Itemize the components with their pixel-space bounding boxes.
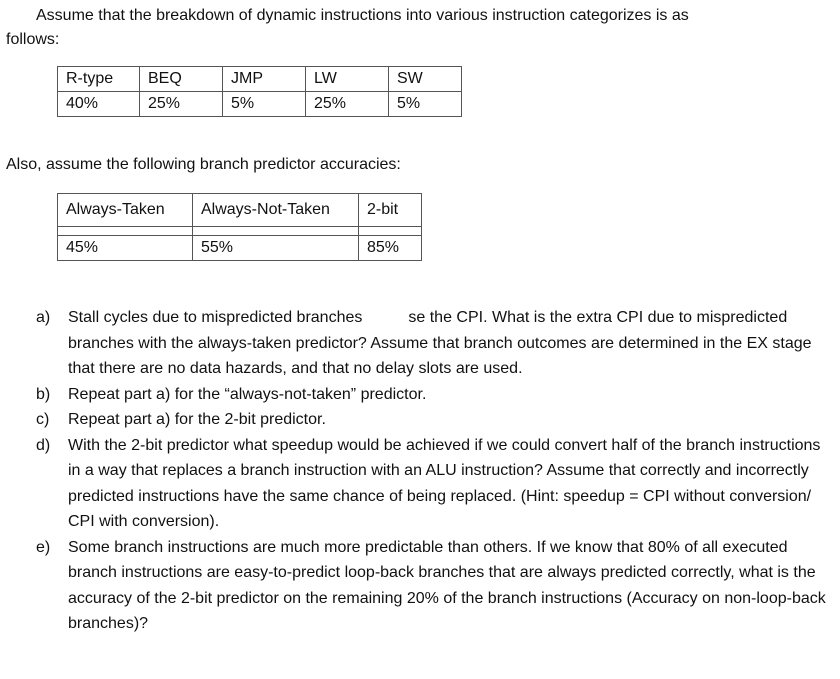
- question-e-text: Some branch instructions are much more predictable than others. If we know that 80% of all executed branch instructions are easy-to-predict loop-back branches that are always predicted correctly, what is the accuracy of the 2-bit predictor on the remaining 20% of the branch instructions (Accuracy on non-loop-back branches)?: [68, 538, 826, 632]
- value-2bit: 85%: [359, 236, 422, 261]
- value-always-not-taken: 55%: [193, 236, 359, 261]
- header-rtype: R-type: [58, 67, 140, 92]
- question-a: [36, 305, 826, 382]
- header-always-not-taken: Always-Not-Taken: [193, 194, 359, 227]
- header-jmp: JMP: [223, 67, 306, 92]
- predictor-accuracy-table: [57, 193, 422, 261]
- intro-paragraph: [6, 4, 806, 52]
- header-2bit: 2-bit: [359, 194, 422, 227]
- value-rtype: 40%: [58, 92, 140, 117]
- question-a-text-part2: se the CPI. What is the extra CPI due to mispredicted branches with the always-taken predictor? Assume that branch outcomes are determined in the EX stage that there are no data hazards, and that no delay slots are used.: [68, 309, 812, 377]
- also-text: Also, assume the following branch predictor accuracies:: [6, 156, 401, 173]
- question-e: [36, 535, 826, 637]
- question-b-text: Repeat part a) for the “always-not-taken” predictor.: [68, 385, 427, 403]
- value-lw: 25%: [306, 92, 389, 117]
- table-spacer-row: [58, 227, 422, 236]
- header-lw: LW: [306, 67, 389, 92]
- header-sw: SW: [389, 67, 462, 92]
- question-c-text: Repeat part a) for the 2-bit predictor.: [68, 411, 326, 428]
- spacer-cell: [359, 227, 422, 236]
- table-value-row: [58, 236, 422, 261]
- question-marker: c): [36, 411, 50, 428]
- spacer-cell: [58, 227, 193, 236]
- header-beq: BEQ: [140, 67, 223, 92]
- value-always-taken: 45%: [58, 236, 193, 261]
- intro-line-1: Assume that the breakdown of dynamic instructions into various instruction categorizes is as: [36, 7, 689, 24]
- question-list: [36, 305, 826, 637]
- instruction-breakdown-table: [57, 66, 462, 117]
- question-c: [36, 407, 826, 433]
- question-marker: a): [36, 309, 51, 326]
- question-b: [36, 382, 826, 408]
- value-jmp: 5%: [223, 92, 306, 117]
- question-a-text-part1: Stall cycles due to mispredicted branches: [68, 309, 363, 326]
- table-header-row: [58, 194, 422, 227]
- table-value-row: [58, 92, 462, 117]
- value-beq: 25%: [140, 92, 223, 117]
- question-d: [36, 433, 826, 535]
- table-header-row: [58, 67, 462, 92]
- question-marker: b): [36, 385, 51, 403]
- value-sw: 5%: [389, 92, 462, 117]
- question-d-text: With the 2-bit predictor what speedup would be achieved if we could convert half of the branch instructions in a way that replaces a branch instruction with an ALU instruction? Assume that correctly and incorrectly predicted instructions have the same chance of being replaced. (Hint: speedup = CPI without conversion/ CPI with conversion).: [68, 436, 821, 530]
- spacer-cell: [193, 227, 359, 236]
- question-marker: e): [36, 538, 51, 556]
- intro-line-2: follows:: [6, 31, 60, 48]
- header-always-taken: Always-Taken: [58, 194, 193, 227]
- question-marker: d): [36, 436, 51, 454]
